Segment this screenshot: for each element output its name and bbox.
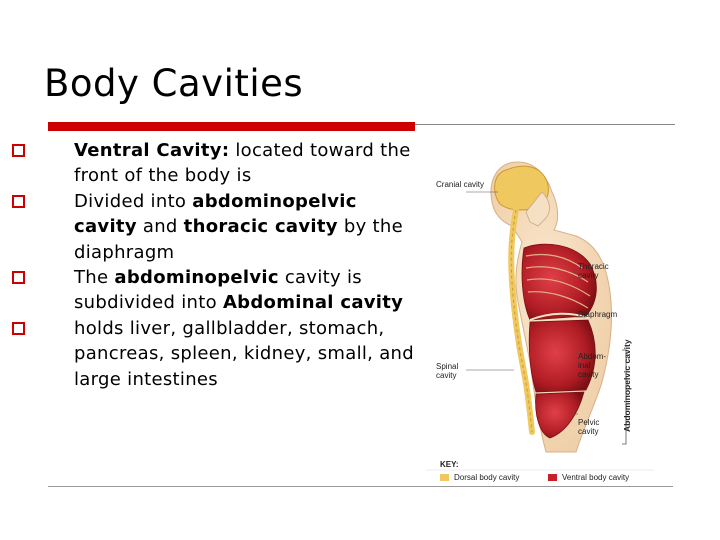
bullet-text: holds liver, gallbladder, stomach, pancreas, spleen, kidney, small, and large intestines bbox=[74, 317, 414, 390]
bullet-text: The bbox=[74, 267, 115, 289]
bullet-item bbox=[12, 189, 422, 265]
label-pelvic-cavity: Pelvic cavity bbox=[578, 418, 600, 436]
bullet-bold-text: abdominopelvic cavity bbox=[74, 190, 357, 238]
key-ventral-label: Ventral body cavity bbox=[562, 473, 630, 482]
bullet-list bbox=[12, 138, 422, 392]
bullet-bold-text: Abdominal cavity bbox=[222, 292, 404, 314]
ventral-swatch bbox=[548, 474, 557, 481]
label-abdominopelvic-cavity: Abdominopelvic cavity bbox=[622, 339, 632, 432]
label-thoracic-cavity: Thoracic cavity bbox=[578, 262, 609, 280]
bullet-item bbox=[12, 138, 422, 189]
bullet-item bbox=[12, 265, 422, 316]
label-spinal-cavity: Spinal cavity bbox=[436, 362, 459, 380]
label-diaphragm: Diaphragm bbox=[578, 310, 618, 319]
body-cavities-illustration bbox=[426, 152, 654, 488]
body-side-view-drawing bbox=[426, 152, 654, 488]
label-cranial-cavity: Cranial cavity bbox=[436, 180, 485, 189]
slide-title: Body Cavities bbox=[44, 62, 304, 105]
bottom-divider-line bbox=[48, 486, 673, 487]
bullet-bold-text: Ventral Cavity: bbox=[74, 140, 230, 161]
bullet-text: cavity is subdivided into bbox=[74, 267, 362, 314]
title-accent-bar bbox=[48, 122, 415, 131]
bullet-text: by the diaphragm bbox=[74, 216, 403, 263]
square-bullet-icon bbox=[12, 144, 25, 157]
label-abdominal-cavity: Abdom-inal cavity bbox=[578, 352, 607, 379]
key-title: KEY: bbox=[440, 460, 459, 469]
bullet-item bbox=[12, 316, 422, 392]
bullet-text: and bbox=[136, 216, 184, 238]
title-divider-line bbox=[415, 124, 675, 125]
dorsal-swatch bbox=[440, 474, 449, 481]
bullet-bold-text: abdominopelvic bbox=[114, 267, 279, 289]
square-bullet-icon bbox=[12, 271, 25, 284]
key-dorsal-label: Dorsal body cavity bbox=[454, 473, 520, 482]
bullet-bold-text: thoracic cavity bbox=[183, 216, 338, 238]
square-bullet-icon bbox=[12, 195, 25, 208]
bullet-text: located toward the front of the body is bbox=[74, 140, 411, 187]
bullet-text: Divided into bbox=[74, 190, 193, 212]
square-bullet-icon bbox=[12, 322, 25, 335]
